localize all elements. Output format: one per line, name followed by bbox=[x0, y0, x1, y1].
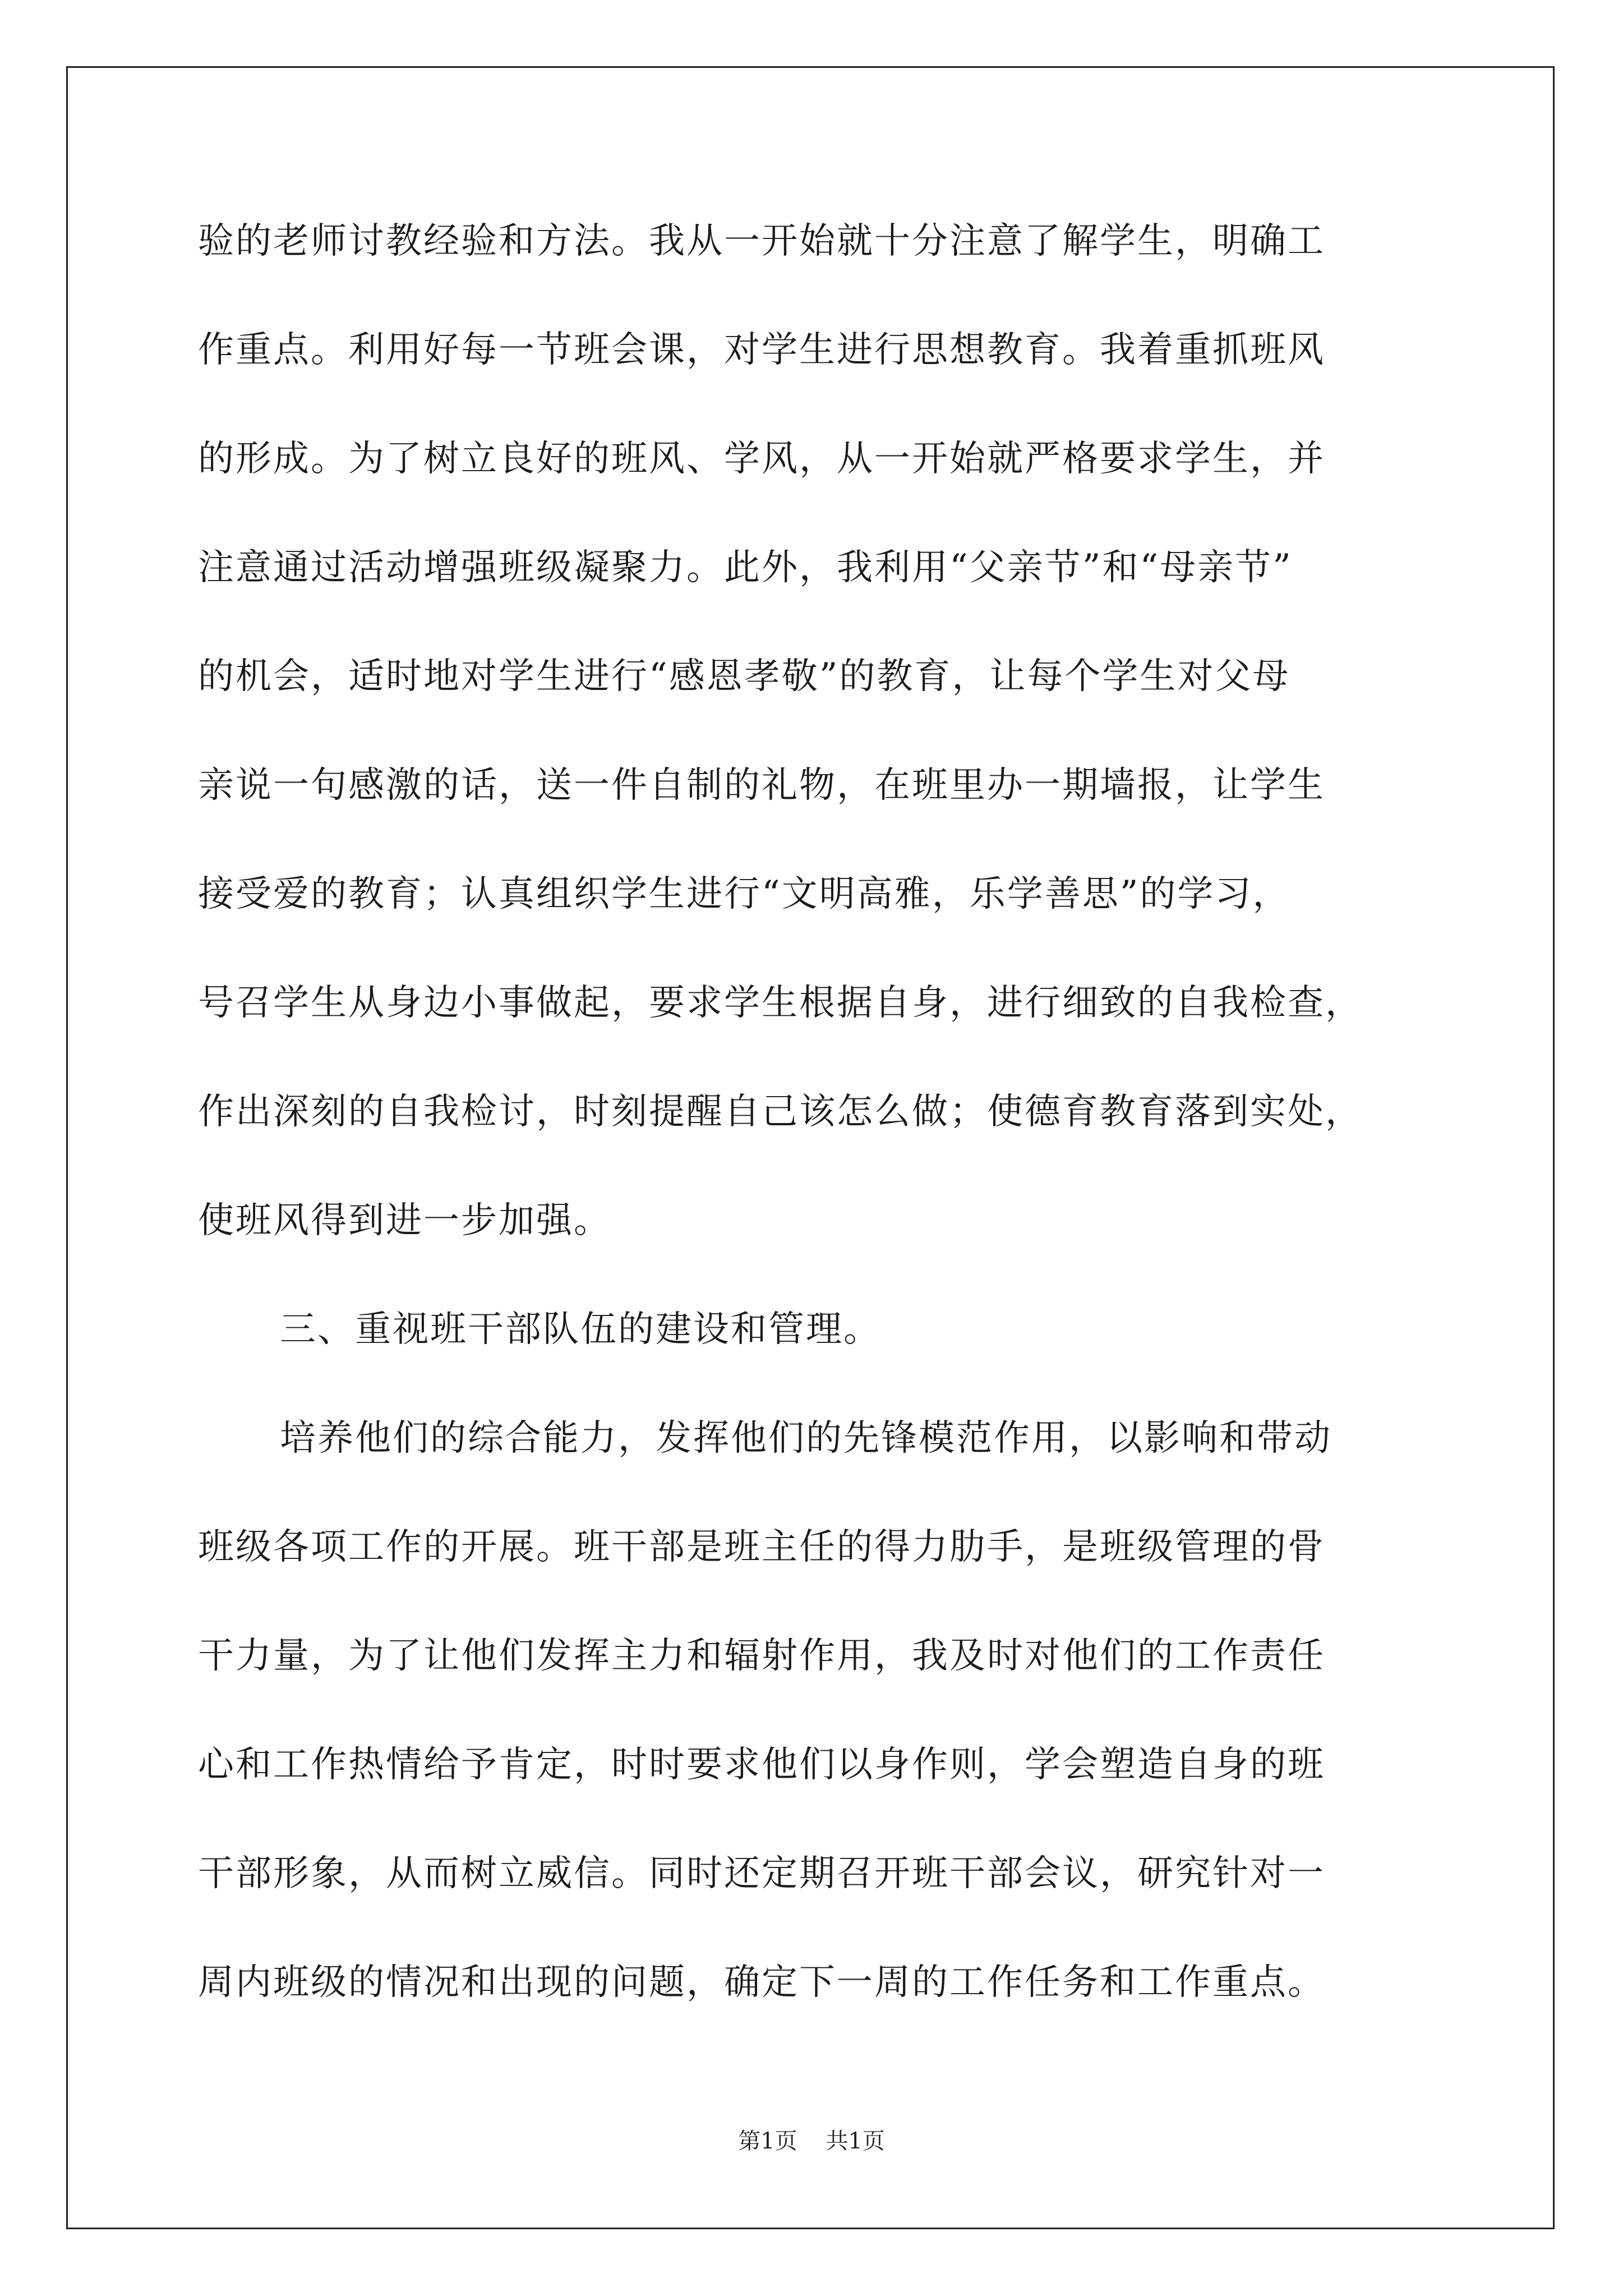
text-line: 作出深刻的自我检讨，时刻提醒自己该怎么做；使德育教育落到实处， bbox=[198, 1091, 1363, 1133]
paragraph-start-line: 培养他们的综合能力，发挥他们的先锋模范作用，以影响和带动 bbox=[280, 1418, 1332, 1459]
text-line: 作重点。利用好每一节班会课，对学生进行思想教育。我着重抓班风 bbox=[198, 329, 1325, 371]
text-line: 周内班级的情况和出现的问题，确定下一周的工作任务和工作重点。 bbox=[198, 1962, 1325, 2003]
text-line: 干部形象，从而树立威信。同时还定期召开班干部会议，研究针对一 bbox=[198, 1853, 1325, 1894]
text-line: 号召学生从身边小事做起，要求学生根据自身，进行细致的自我检查， bbox=[198, 982, 1363, 1024]
text-line: 的机会，适时地对学生进行“感恩孝敬”的教育，让每个学生对父母 bbox=[198, 656, 1290, 697]
page-total: 共1页 bbox=[826, 2128, 885, 2154]
text-line: 心和工作热情给予肯定，时时要求他们以身作则，学会塑造自身的班 bbox=[198, 1744, 1325, 1786]
page-number: 第1页 bbox=[738, 2128, 797, 2154]
text-line: 亲说一句感激的话，送一件自制的礼物，在班里办一期墙报，让学生 bbox=[198, 765, 1325, 806]
text-line: 接受爱的教育；认真组织学生进行“文明高雅，乐学善思”的学习， bbox=[198, 873, 1290, 915]
text-line: 的形成。为了树立良好的班风、学风，从一开始就严格要求学生，并 bbox=[198, 438, 1325, 480]
text-line: 干力量，为了让他们发挥主力和辐射作用，我及时对他们的工作责任 bbox=[198, 1635, 1325, 1677]
text-line: 注意通过活动增强班级凝聚力。此外，我利用“父亲节”和“母亲节” bbox=[198, 547, 1293, 588]
text-line: 使班风得到进一步加强。 bbox=[198, 1200, 611, 1241]
section-heading: 三、重视班干部队伍的建设和管理。 bbox=[280, 1309, 881, 1350]
document-body bbox=[198, 210, 1432, 2060]
text-line: 验的老师讨教经验和方法。我从一开始就十分注意了解学生，明确工 bbox=[198, 220, 1325, 262]
page-footer bbox=[0, 2123, 1623, 2155]
text-line: 班级各项工作的开展。班干部是班主任的得力肋手，是班级管理的骨 bbox=[198, 1526, 1325, 1568]
